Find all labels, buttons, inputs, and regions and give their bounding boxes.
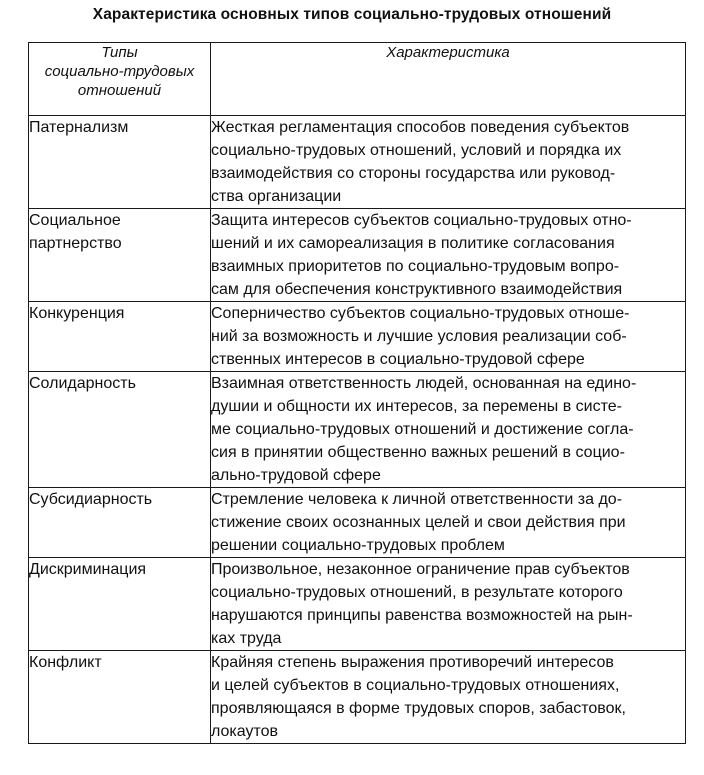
- characteristic-line: Жесткая регламентация способов поведения субъектов: [211, 119, 630, 136]
- characteristic-line: проявляющаяся в форме трудовых споров, забастовок,: [211, 700, 626, 717]
- characteristic-line: сия в принятии общественно важных решений в социо-: [211, 444, 625, 461]
- characteristic-cell: [211, 302, 686, 372]
- characteristic-line: шений и их самореализация в политике согласования: [211, 235, 615, 252]
- type-cell: [29, 209, 211, 302]
- characteristic-line: Соперничество субъектов социально-трудовых отноше-: [211, 305, 630, 322]
- table-row: [29, 651, 686, 744]
- characteristic-cell: [211, 488, 686, 558]
- characteristic-line: ках труда: [211, 630, 282, 647]
- characteristic-cell: [211, 209, 686, 302]
- table-row: [29, 372, 686, 488]
- type-cell: [29, 116, 211, 209]
- types-table: [28, 42, 686, 744]
- characteristic-line: социально-трудовых отношений, в результате которого: [211, 584, 623, 601]
- header-type-line: Типы: [101, 44, 138, 61]
- type-name: Солидарность: [29, 375, 136, 392]
- header-type-line: отношений: [77, 82, 162, 99]
- characteristic-cell: [211, 651, 686, 744]
- header-characteristic-column: Характеристика: [211, 43, 686, 116]
- characteristic-line: сам для обеспечения конструктивного взаимодействия: [211, 281, 623, 298]
- type-name: Субсидиарность: [29, 491, 153, 508]
- characteristic-line: Стремление человека к личной ответственности за до-: [211, 491, 623, 508]
- type-cell: [29, 372, 211, 488]
- type-cell: [29, 651, 211, 744]
- type-name: Конфликт: [29, 654, 102, 671]
- type-name: Конкуренция: [29, 305, 125, 322]
- type-cell: [29, 302, 211, 372]
- characteristic-line: Защита интересов субъектов социально-трудовых отно-: [211, 212, 632, 229]
- characteristic-cell: [211, 372, 686, 488]
- table-row: [29, 558, 686, 651]
- characteristic-line: Произвольное, незаконное ограничение прав субъектов: [211, 561, 630, 578]
- characteristic-line: ально-трудовой сфере: [211, 467, 381, 484]
- characteristic-line: душии и общности их интересов, за перемены в систе-: [211, 398, 622, 415]
- type-cell: [29, 488, 211, 558]
- characteristic-line: социально-трудовых отношений, условий и порядка их: [211, 142, 622, 159]
- type-name: Социальное: [29, 212, 121, 229]
- type-name: Дискриминация: [29, 561, 147, 578]
- characteristic-line: взаимодействия со стороны государства или руковод-: [211, 165, 616, 182]
- table-header-row: [29, 43, 686, 116]
- characteristic-line: Взаимная ответственность людей, основанная на едино-: [211, 375, 637, 392]
- characteristic-line: ме социально-трудовых отношений и достижение согла-: [211, 421, 634, 438]
- characteristic-line: стижение своих осознанных целей и свои действия при: [211, 514, 626, 531]
- header-type-line: социально-трудовых: [44, 63, 195, 80]
- characteristic-cell: [211, 558, 686, 651]
- type-name: Патернализм: [29, 119, 129, 136]
- characteristic-line: Крайняя степень выражения противоречий интересов: [211, 654, 614, 671]
- table-row: [29, 488, 686, 558]
- type-cell: [29, 558, 211, 651]
- characteristic-line: локаутов: [211, 723, 279, 740]
- characteristic-line: и целей субъектов в социально-трудовых отношениях,: [211, 677, 620, 694]
- characteristic-line: ственных интересов в социально-трудовой сфере: [211, 351, 585, 368]
- characteristic-cell: [211, 116, 686, 209]
- characteristic-line: взаимных приоритетов по социально-трудовым вопро-: [211, 258, 620, 275]
- table-row: [29, 116, 686, 209]
- table-row: [29, 209, 686, 302]
- characteristic-line: ства организации: [211, 188, 342, 205]
- characteristic-line: нарушаются принципы равенства возможностей на рын-: [211, 607, 633, 624]
- page-title: Характеристика основных типов социально-трудовых отношений: [92, 6, 612, 23]
- type-name: партнерство: [29, 235, 122, 252]
- table-row: [29, 302, 686, 372]
- header-type-column: [29, 43, 211, 116]
- characteristic-line: решении социально-трудовых проблем: [211, 537, 505, 554]
- characteristic-line: ний за возможность и лучшие условия реализации соб-: [211, 328, 627, 345]
